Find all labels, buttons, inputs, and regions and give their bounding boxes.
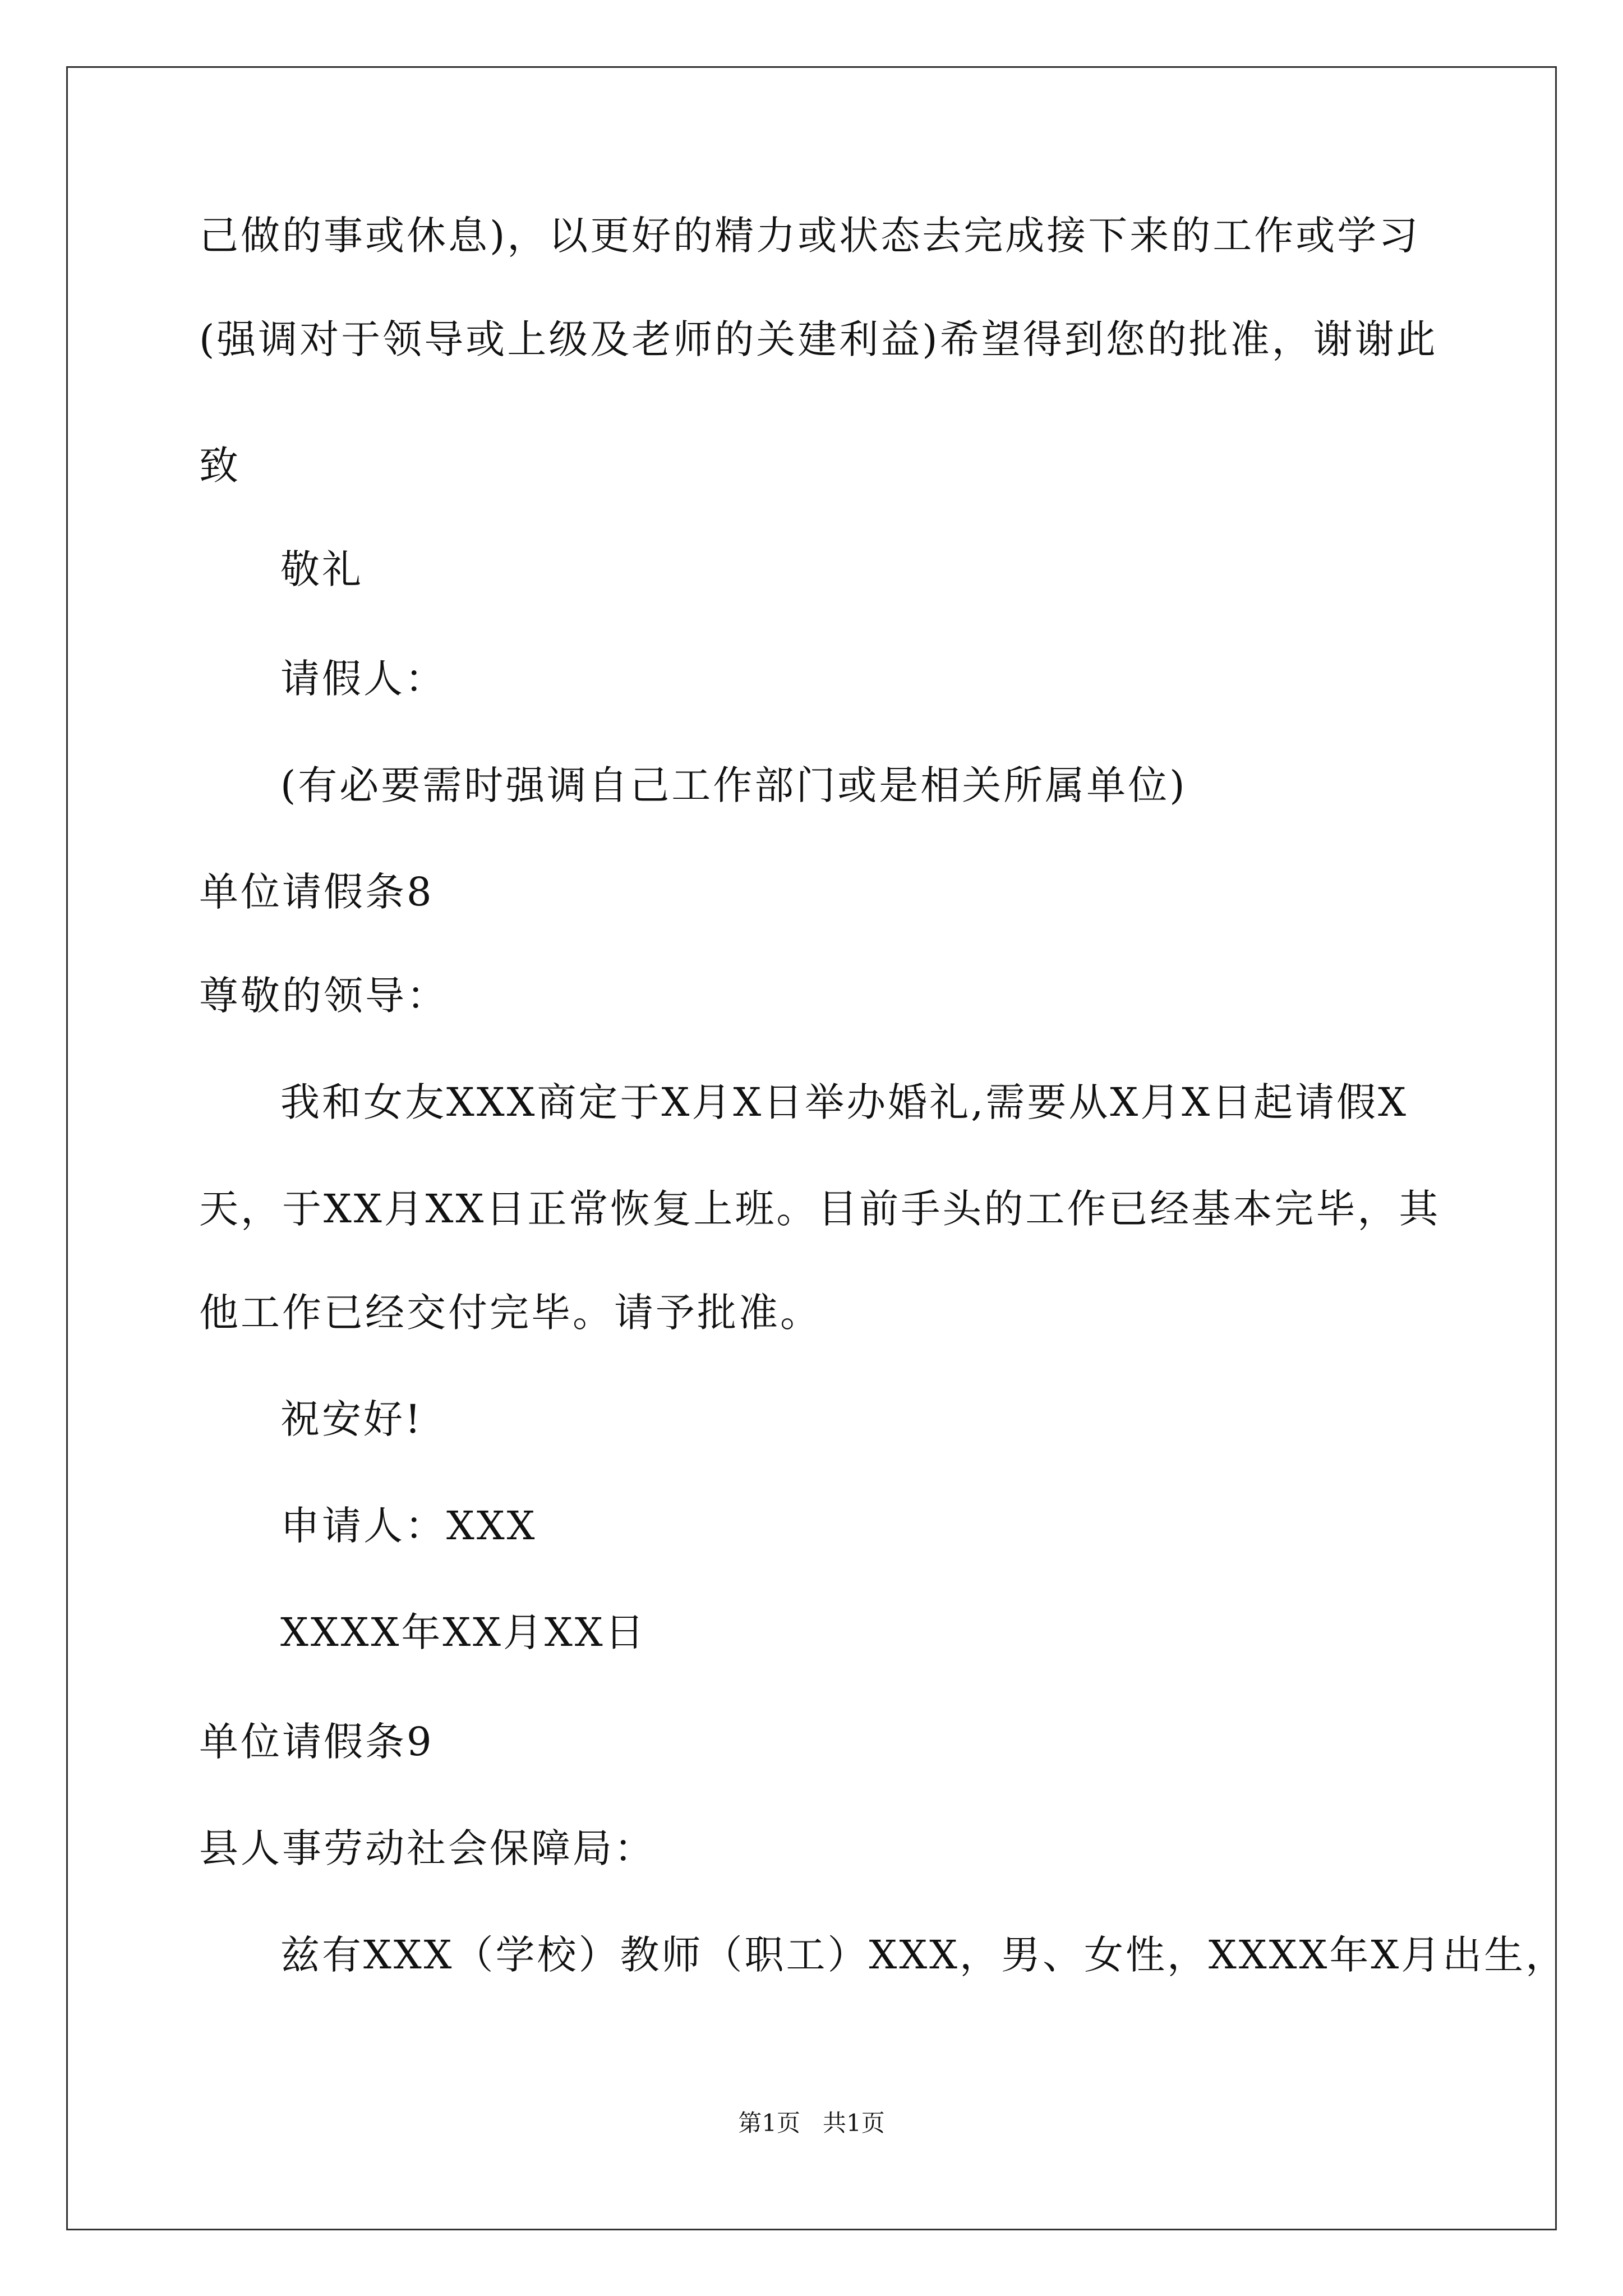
department-note: (有必要需时强调自己工作部门或是相关所属单位)	[280, 762, 1187, 808]
body-line-3: 他工作已经交付完毕。请予批准。	[199, 1290, 822, 1336]
date-line: XXXX年XX月XX日	[280, 1609, 647, 1655]
section-title-9: 单位请假条9	[199, 1719, 434, 1765]
text-line-2: (强调对于领导或上级及老师的关建利益)希望得到您的批准，谢谢此	[199, 316, 1438, 362]
body-line-1: 我和女友XXX商定于X月X日举办婚礼,需要从X月X日起请假X	[280, 1079, 1408, 1125]
applicant-label: 请假人：	[280, 656, 446, 702]
wishes: 祝安好!	[280, 1396, 423, 1442]
closing-salutation: 敬礼	[280, 546, 363, 592]
page-number-footer: 第1页 共1页	[738, 2109, 885, 2137]
body-line-2: 天，于XX月XX日正常恢复上班。目前手头的工作已经基本完毕，其	[199, 1186, 1441, 1232]
text-line-1: 己做的事或休息)，以更好的精力或状态去完成接下来的工作或学习	[199, 213, 1421, 259]
page-border	[66, 66, 1557, 2230]
greeting: 尊敬的领导：	[199, 973, 448, 1019]
section-title-8: 单位请假条8	[199, 869, 434, 915]
text-line-3: 致	[199, 443, 241, 489]
applicant-signature: 申请人：XXX	[280, 1503, 537, 1549]
recipient-line: 县人事劳动社会保障局：	[199, 1825, 656, 1871]
body-line-4: 兹有XXX（学校）教师（职工）XXX，男、女性，XXXX年X月出生，	[280, 1932, 1567, 1978]
